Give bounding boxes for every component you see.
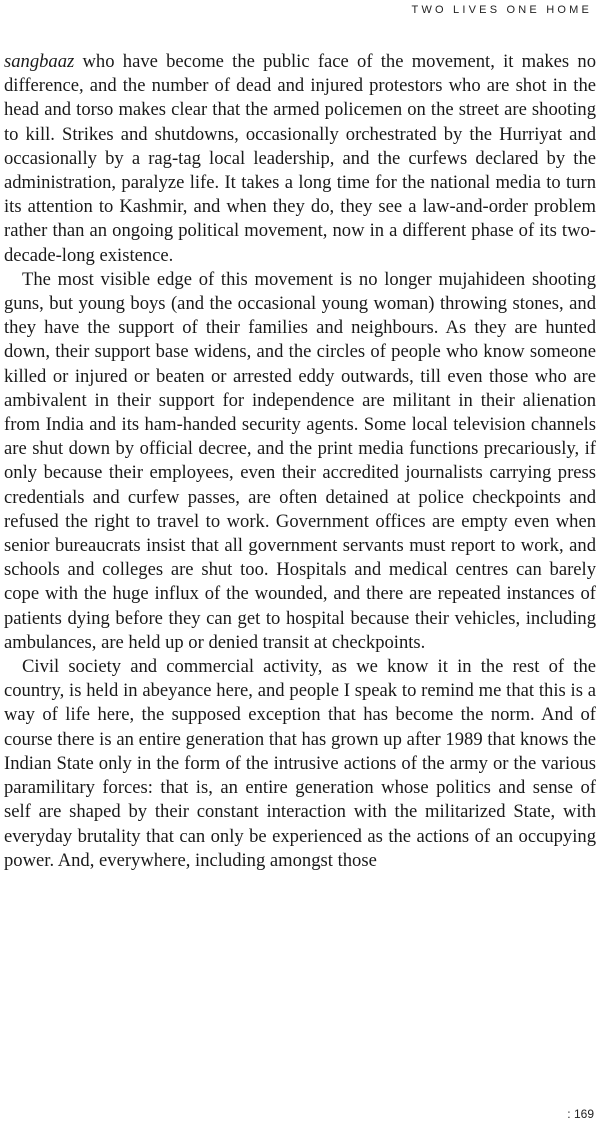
body-text: [4, 50, 596, 873]
paragraph-1-text: who have become the public face of the movement, it makes no difference, and the number of dead and injured protestors who are shot in the head and torso makes clear that the armed policemen on the street are shooting to kill. Strikes and shutdowns, occasionally orchestrated by the Hurriyat and occasionally by a rag-tag local leadership, and the curfews declared by the administration, paralyze life. It takes a long time for the national media to turn its attention to Kashmir, and when they do, they see a law-and-order problem rather than an ongoing political movement, now in a different phase of its two-decade-long existence.: [4, 51, 596, 266]
italic-term: sangbaaz: [4, 51, 75, 72]
paragraph-2: The most visible edge of this movement is no longer mujahideen shooting guns, but young boys (and the occasional young woman) throwing stones, and they have the support of their families and neighbours. As they are hunted down, their support base widens, and the circles of people who know someone killed or injured or beaten or arrested eddy outwards, till even those who are ambivalent in their support for independence are militant in their alienation from India and its ham-handed security agents. Some local television channels are shut down by official decree, and the print media functions precariously, if only because their employees, even their accredited journalists carrying press credentials and curfew passes, are often detained at police checkpoints and refused the right to travel to work. Government offices are empty even when senior bureaucrats insist that all government servants must report to work, and schools and colleges are shut too. Hospitals and medical centres can barely cope with the huge influx of the wounded, and there are repeated instances of patients dying before they can get to hospital because their vehicles, including ambulances, are held up or denied transit at checkpoints.: [4, 268, 596, 653]
paragraph-3: Civil society and commercial activity, as we know it in the rest of the country, is held in abeyance here, and people I speak to remind me that this is a way of life here, the supposed exception that has become the norm. And of course there is an entire generation that has grown up after 1989 that knows the Indian State only in the form of the intrusive actions of the army or the various paramilitary forces: that is, an entire generation whose politics and sense of self are shaped by their constant interaction with the militarized State, with everyday brutality that can only be experienced as the actions of an occupying power. And, everywhere, including amongst those: [4, 656, 596, 871]
paragraph-1: [4, 50, 596, 268]
page-number: : 169: [567, 1107, 594, 1121]
running-head: TWO LIVES ONE HOME: [411, 4, 592, 16]
